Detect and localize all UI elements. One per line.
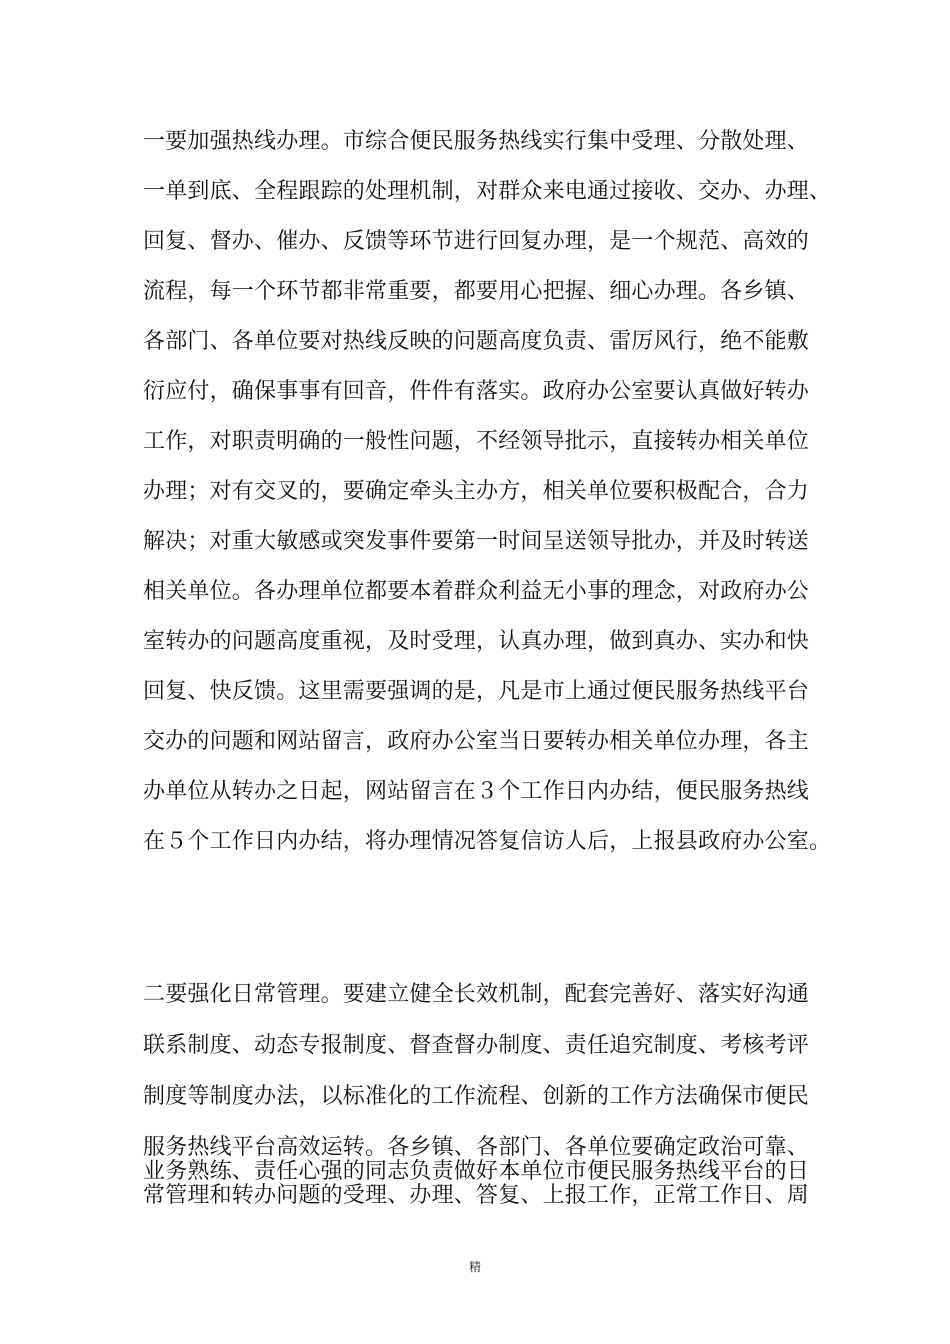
footer-mark: 精 (468, 1260, 481, 1274)
paragraph-line: 在５个工作日内办结，将办理情况答复信访人后，上报县政府办公室。 (143, 829, 832, 854)
paragraph-line: 服务热线平台高效运转。各乡镇、各部门、各单位要确定政治可靠、 (143, 1135, 810, 1160)
paragraph-line: 交办的问题和网站留言，政府办公室当日要转办相关单位办理，各主 (143, 729, 810, 754)
paragraph-line: 一单到底、全程跟踪的处理机制，对群众来电通过接收、交办、办理、 (143, 179, 832, 204)
paragraph-line: 二要强化日常管理。要建立健全长效机制，配套完善好、落实好沟通 (143, 982, 810, 1007)
paragraph-line: 回复、快反馈。这里需要强调的是，凡是市上通过便民服务热线平台 (143, 679, 810, 704)
paragraph-line: 衍应付，确保事事有回音，件件有落实。政府办公室要认真做好转办 (143, 379, 810, 404)
paragraph-line: 回复、督办、催办、反馈等环节进行回复办理，是一个规范、高效的 (143, 229, 810, 254)
paragraph-line: 业务熟练、责任心强的同志负责做好本单位市便民服务热线平台的日 (143, 1159, 810, 1184)
paragraph-line: 工作，对职责明确的一般性问题，不经领导批示，直接转办相关单位 (143, 429, 810, 454)
paragraph-line: 联系制度、动态专报制度、督查督办制度、责任追究制度、考核考评 (143, 1033, 810, 1058)
paragraph-line: 制度等制度办法，以标准化的工作流程、创新的工作方法确保市便民 (143, 1084, 810, 1109)
paragraph-line: 流程，每一个环节都非常重要，都要用心把握、细心办理。各乡镇、 (143, 279, 810, 304)
paragraph-line: 解决；对重大敏感或突发事件要第一时间呈送领导批办，并及时转送 (143, 529, 810, 554)
paragraph-line: 一要加强热线办理。市综合便民服务热线实行集中受理、分散处理、 (143, 129, 810, 154)
paragraph-line: 常管理和转办问题的受理、办理、答复、上报工作，正常工作日、周 (143, 1183, 810, 1208)
paragraph-line: 办理；对有交叉的，要确定牵头主办方，相关单位要积极配合，合力 (143, 479, 810, 504)
paragraph-line: 室转办的问题高度重视，及时受理，认真办理，做到真办、实办和快 (143, 629, 810, 654)
paragraph-line: 各部门、各单位要对热线反映的问题高度负责、雷厉风行，绝不能敷 (143, 329, 810, 354)
paragraph-line: 相关单位。各办理单位都要本着群众利益无小事的理念，对政府办公 (143, 579, 810, 604)
paragraph-line: 办单位从转办之日起，网站留言在３个工作日内办结，便民服务热线 (143, 779, 810, 804)
